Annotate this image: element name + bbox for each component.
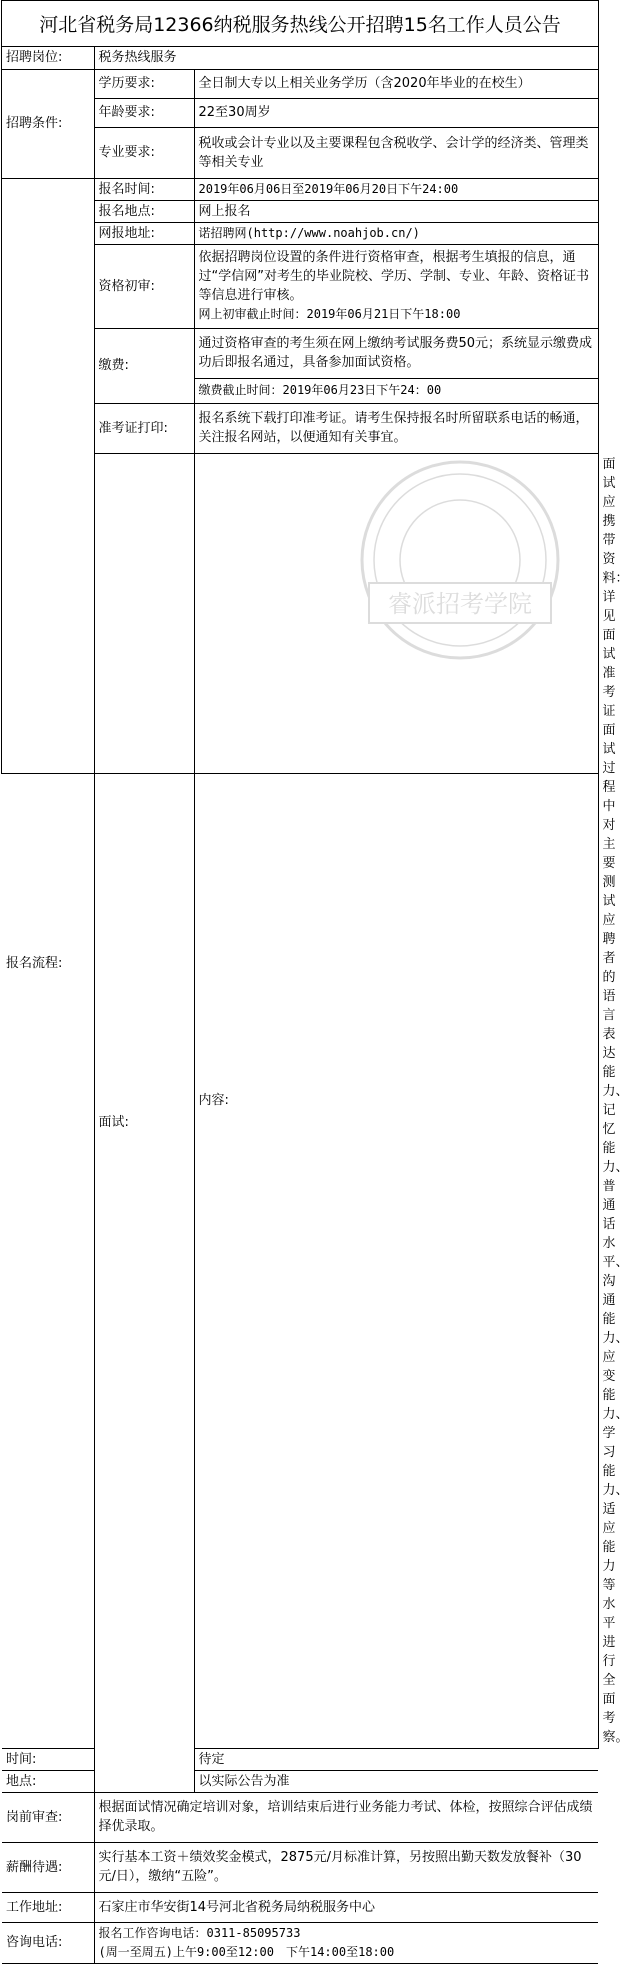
interview-place-label: 地点: — [2, 1770, 94, 1792]
review-label: 资格初审: — [94, 244, 194, 328]
salary-label: 薪酬待遇: — [2, 1842, 94, 1892]
page-title: 河北省税务局12366纳税服务热线公开招聘15名工作人员公告 — [2, 1, 598, 47]
reg-time-label: 报名时间: — [94, 178, 194, 200]
review-cell — [194, 244, 598, 328]
contact-hours: (周一至周五)上午9:00至12:00 下午14:00至18:00 — [98, 1944, 395, 1959]
address-value: 石家庄市华安街14号河北省税务局纳税服务中心 — [94, 1892, 598, 1922]
row-interview-time — [2, 1748, 598, 1770]
row-education — [2, 69, 598, 98]
row-contact — [2, 1922, 598, 1963]
watermark-text: 睿派招考学院 — [388, 590, 532, 618]
reg-place-value: 网上报名 — [194, 200, 598, 222]
fee-label: 缴费: — [94, 328, 194, 403]
fee-text: 通过资格审查的考生须在网上缴纳考试服务费50元；系统显示缴费成功后即报名通过，具备参加面试资格。 — [194, 328, 598, 378]
address-label: 工作地址: — [2, 1892, 94, 1922]
salary-value: 实行基本工资＋绩效奖金模式，2875元/月标准计算，另按照出勤天数发放餐补（30元/日），缴纳“五险”。 — [94, 1842, 598, 1892]
contact-cell — [94, 1922, 598, 1963]
interview-time-value: 待定 — [194, 1748, 598, 1770]
row-interview-content: 面试: 内容: 面试应携带资料：详见面试准考证 面试过程中对主要测试应聘者的语言表达能力、记忆能力、普通话水平、沟通能力、应变能力、学习能力、适应能力等水平进行全面考察。 — [2, 453, 598, 1748]
row-salary — [2, 1842, 598, 1892]
reg-site-link[interactable]: 诺招聘网(http://www.noahjob.cn/) — [194, 222, 598, 244]
review-deadline: 网上初审截止时间：2019年06月21日下午18:00 — [198, 307, 461, 321]
fee-deadline: 缴费截止时间：2019年06月23日下午24：00 — [194, 378, 598, 403]
row-pre-job — [2, 1792, 598, 1842]
announcement-sheet — [1, 0, 629, 1959]
interview-label: 面试: — [94, 453, 194, 1792]
ticket-label: 准考证打印: — [94, 403, 194, 453]
announcement-table — [2, 47, 629, 1964]
row-position — [2, 47, 598, 69]
interview-content-label: 内容: — [194, 453, 598, 1748]
position-label: 招聘岗位: — [2, 47, 94, 69]
pre-job-value: 根据面试情况确定培训对象，培训结束后进行业务能力考试、体检，按照综合评估成绩择优录取。 — [94, 1792, 598, 1842]
reg-site-label: 网报地址: — [94, 222, 194, 244]
interview-time-label: 时间: — [2, 1748, 94, 1770]
process-label: 报名流程: — [2, 178, 94, 1748]
education-value: 全日制大专以上相关业务学历（含2020年毕业的在校生） — [194, 69, 598, 98]
contact-label: 咨询电话: — [2, 1922, 94, 1963]
row-interview-place — [2, 1770, 598, 1792]
age-label: 年龄要求: — [94, 98, 194, 127]
position-value: 税务热线服务 — [94, 47, 598, 69]
reg-place-label: 报名地点: — [94, 200, 194, 222]
conditions-label: 招聘条件: — [2, 69, 94, 178]
reg-time-value: 2019年06月06日至2019年06月20日下午24:00 — [194, 178, 598, 200]
interview-place-value: 以实际公告为准 — [194, 1770, 598, 1792]
major-label: 专业要求: — [94, 127, 194, 178]
ticket-value: 报名系统下载打印准考证。请考生保持报名时所留联系电话的畅通，关注报名网站，以便通知有关事宜。 — [194, 403, 598, 453]
row-address — [2, 1892, 598, 1922]
education-label: 学历要求: — [94, 69, 194, 98]
pre-job-label: 岗前审查: — [2, 1792, 94, 1842]
major-value: 税收或会计专业以及主要课程包含税收学、会计学的经济类、管理类等相关专业 — [194, 127, 598, 178]
row-reg-time — [2, 178, 598, 200]
review-text: 依据招聘岗位设置的条件进行资格审查，根据考生填报的信息，通过“学信网”对考生的毕业院校、学历、学制、专业、年龄、资格证书等信息进行审核。 — [198, 250, 589, 303]
age-value: 22至30周岁 — [194, 98, 598, 127]
contact-phone[interactable]: 报名工作咨询电话：0311-85095733 — [98, 1925, 301, 1940]
